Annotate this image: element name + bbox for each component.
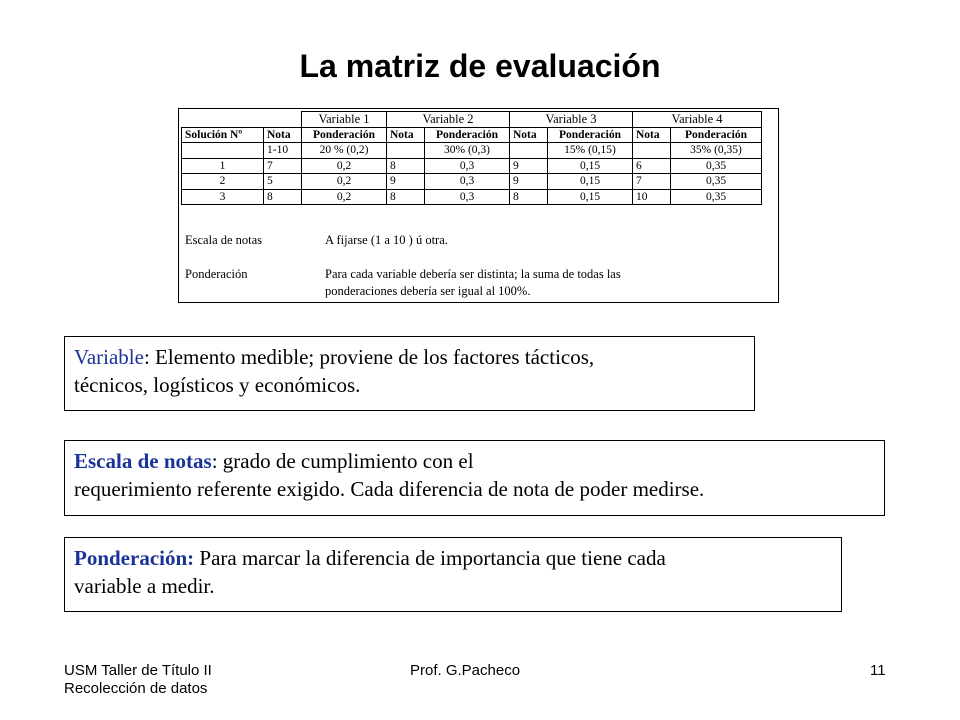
table-cell: 3 [182,189,264,205]
table-cell: 9 [387,174,425,190]
table-cell: 15% (0,15) [548,143,633,159]
scale-text: A fijarse (1 a 10 ) ú otra. [325,233,448,247]
column-header: Nota [264,127,302,143]
table-cell [182,143,264,159]
scale-label: Escala de notas [185,233,263,247]
definition-line [74,544,832,572]
table-cell: 1 [182,158,264,174]
variable-header: Variable 2 [387,112,510,128]
table-cell [387,143,425,159]
definition-term: Variable [74,345,144,369]
table-cell: 0,2 [302,158,387,174]
definition-text: variable a medir. [74,574,215,598]
definition-text: requerimiento referente exigido. Cada diferencia de nota de poder medirse. [74,477,705,501]
table-cell: 9 [510,158,548,174]
escala-definition-box [64,440,885,516]
page-title: La matriz de evaluación [299,48,661,84]
definition-term: Escala de notas [74,449,212,473]
table-cell [633,143,671,159]
table-cell [510,143,548,159]
table-row [182,174,762,190]
table-row [182,158,762,174]
table-cell: 10 [633,189,671,205]
definition-text: : Elemento medible; proviene de los factores tácticos, [143,345,595,369]
weight-text-line-1: Para cada variable debería ser distinta; la suma de todas las [325,267,621,281]
column-header: Nota [510,127,548,143]
variable-definition-box [64,336,755,411]
variable-header: Variable 3 [510,112,633,128]
table-cell: 8 [264,189,302,205]
column-header: Nota [633,127,671,143]
table-cell: 8 [510,189,548,205]
table-cell: 0,15 [548,158,633,174]
column-header: Solución Nº [182,127,264,143]
footer-author: Prof. G.Pacheco [410,662,521,679]
table-cell: 20 % (0,2) [302,143,387,159]
definition-line [74,343,745,371]
column-header: Nota [387,127,425,143]
table-cell: 8 [387,189,425,205]
ponderacion-definition-box [64,537,842,612]
table-cell: 8 [387,158,425,174]
ranges-row [182,143,762,159]
column-header: Ponderación [425,127,510,143]
table-row [182,189,762,205]
table-cell: 1-10 [264,143,302,159]
variable-header: Variable 1 [302,112,387,128]
weight-label: Ponderación [185,267,248,281]
page-number: 11 [870,662,886,679]
column-header: Ponderación [671,127,762,143]
table-cell: 2 [182,174,264,190]
table-cell: 0,35 [671,174,762,190]
footer-course-line-1: USM Taller de Título II [64,662,212,679]
table-cell: 0,35 [671,189,762,205]
table-cell: 35% (0,35) [671,143,762,159]
column-header: Ponderación [302,127,387,143]
table-cell: 0,2 [302,174,387,190]
weight-text-line-2: ponderaciones debería ser igual al 100%. [325,284,531,298]
table-cell: 0,3 [425,189,510,205]
definition-text: : grado de cumplimiento con el [211,449,474,473]
column-header-row [182,127,762,143]
table-cell: 0,15 [548,174,633,190]
table-cell: 7 [633,174,671,190]
table-cell: 30% (0,3) [425,143,510,159]
table-cell: 9 [510,174,548,190]
variable-header-row [182,112,762,128]
definition-term: Ponderación: [74,546,195,570]
table-cell: 7 [264,158,302,174]
table-cell: 0,3 [425,174,510,190]
table-cell: 0,3 [425,158,510,174]
definition-text: Para marcar la diferencia de importancia que tiene cada [194,546,666,570]
column-header: Ponderación [548,127,633,143]
evaluation-matrix [178,108,779,303]
footer-course-line-2: Recolección de datos [64,680,208,697]
variable-header: Variable 4 [633,112,762,128]
table-cell: 6 [633,158,671,174]
table-cell: 0,15 [548,189,633,205]
table-cell: 0,35 [671,158,762,174]
table-cell: 0,2 [302,189,387,205]
table-cell: 5 [264,174,302,190]
definition-line [74,447,875,475]
matrix-table [181,111,762,205]
definition-text: técnicos, logísticos y económicos. [74,373,361,397]
footer-course [64,662,212,698]
